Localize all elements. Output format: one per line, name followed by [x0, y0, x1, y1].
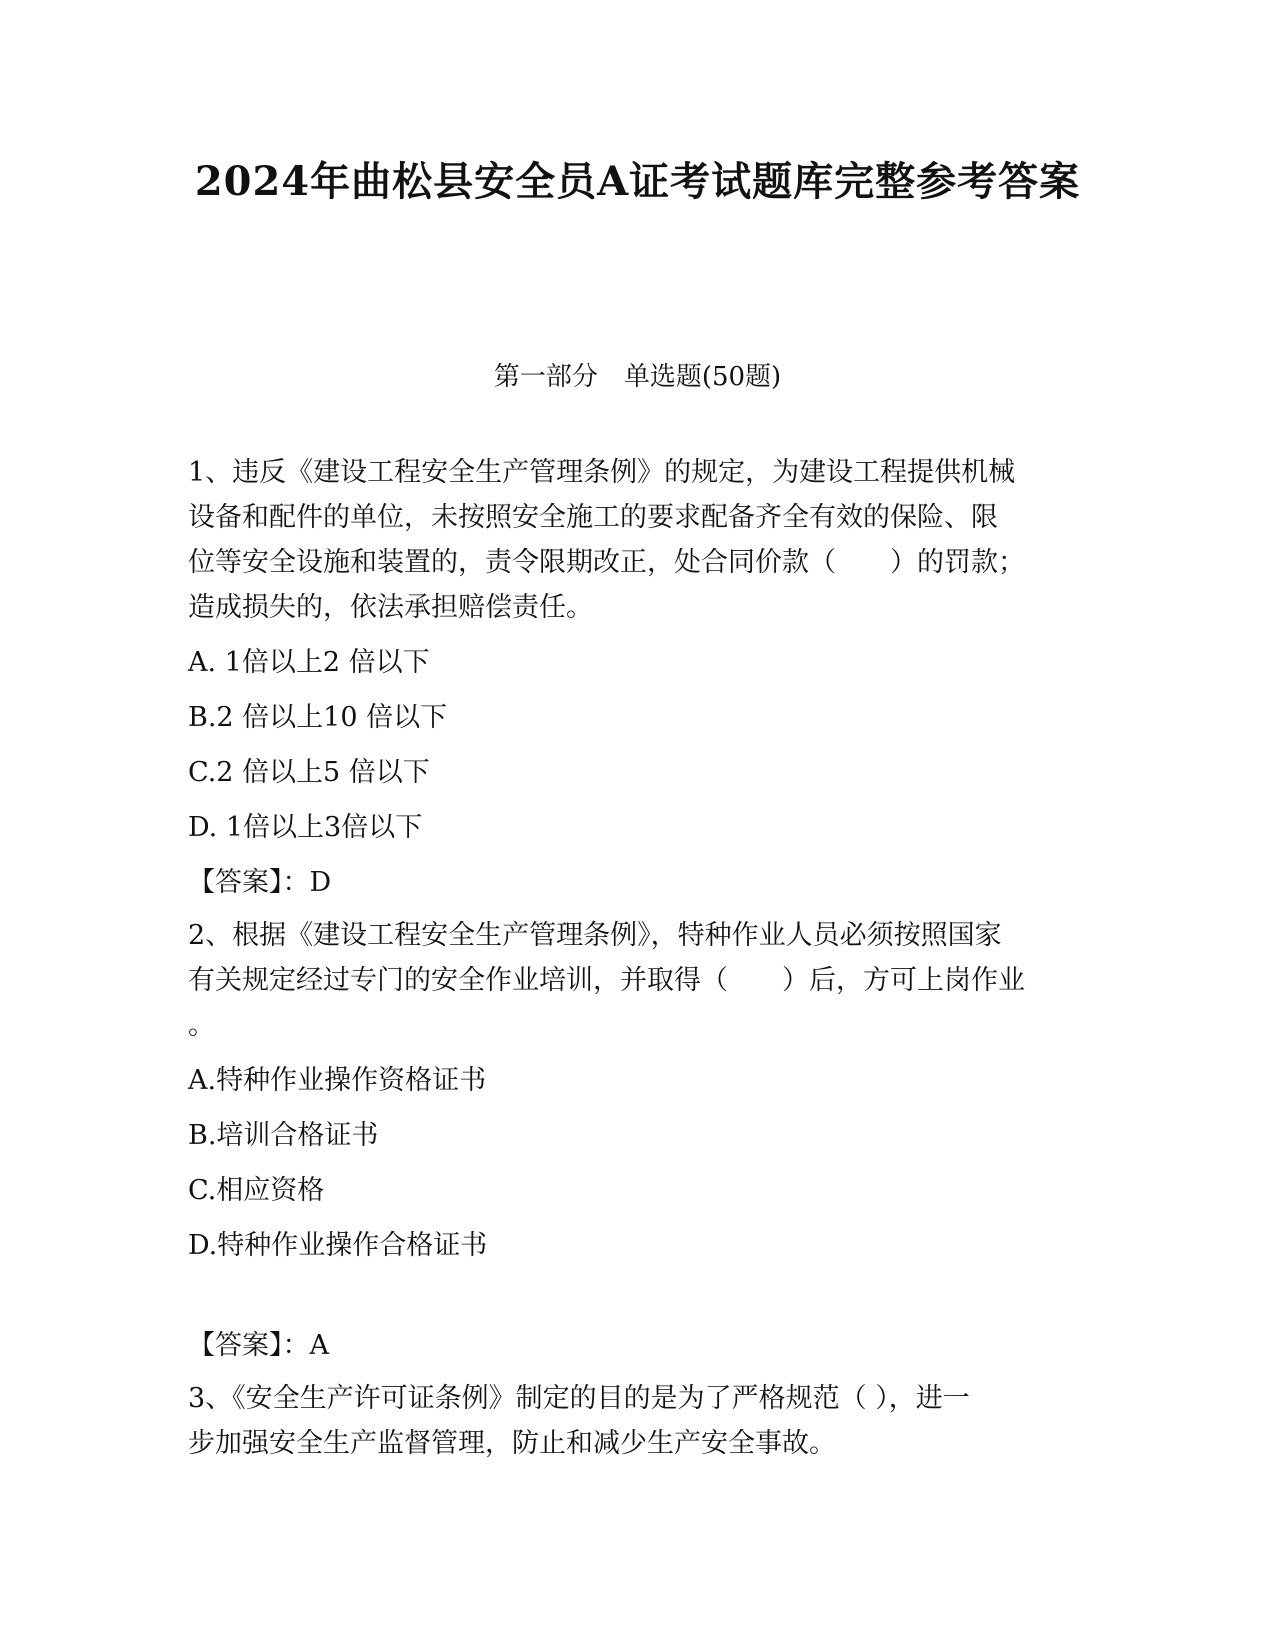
question-list: [188, 450, 1088, 1466]
document-title: 2024年曲松县安全员A证考试题库完整参考答案: [194, 158, 1081, 205]
option-a: A. 1倍以上2 倍以下: [188, 647, 430, 678]
answer-label: 【答案】：D: [188, 867, 332, 898]
question-1: [188, 450, 1088, 630]
question-2: [188, 913, 1088, 1048]
option-c: C.相应资格: [188, 1175, 325, 1206]
question-text-line: 。: [188, 1010, 215, 1041]
section-heading: 第一部分 单选题(50题): [493, 362, 782, 392]
option-c: C.2 倍以上5 倍以下: [188, 757, 430, 788]
question-text-line: 3、《安全生产许可证条例》制定的目的是为了严格规范（ ），进一: [188, 1383, 970, 1414]
question-text-line: 有关规定经过专门的安全作业培训，并取得（ ）后，方可上岗作业: [188, 965, 1025, 996]
question-text-line: 步加强安全生产监督管理，防止和减少生产安全事故。: [188, 1428, 836, 1459]
option-a: A.特种作业操作资格证书: [188, 1065, 487, 1096]
question-text-line: 位等安全设施和装置的，责令限期改正，处合同价款（ ）的罚款；: [188, 547, 1025, 578]
option-b: B.培训合格证书: [188, 1120, 379, 1151]
option-d: D.特种作业操作合格证书: [188, 1230, 488, 1261]
question-text-line: 1、违反《建设工程安全生产管理条例》的规定，为建设工程提供机械: [188, 457, 1016, 488]
question-text-line: 造成损失的，依法承担赔偿责任。: [188, 592, 593, 623]
question-text-line: 设备和配件的单位，未按照安全施工的要求配备齐全有效的保险、限: [188, 502, 998, 533]
answer-label: 【答案】：A: [188, 1330, 329, 1361]
question-3: [188, 1376, 1088, 1466]
question-text-line: 2、根据《建设工程安全生产管理条例》，特种作业人员必须按照国家: [188, 920, 1002, 951]
option-d: D. 1倍以上3倍以下: [188, 812, 423, 843]
option-b: B.2 倍以上10 倍以下: [188, 702, 448, 733]
